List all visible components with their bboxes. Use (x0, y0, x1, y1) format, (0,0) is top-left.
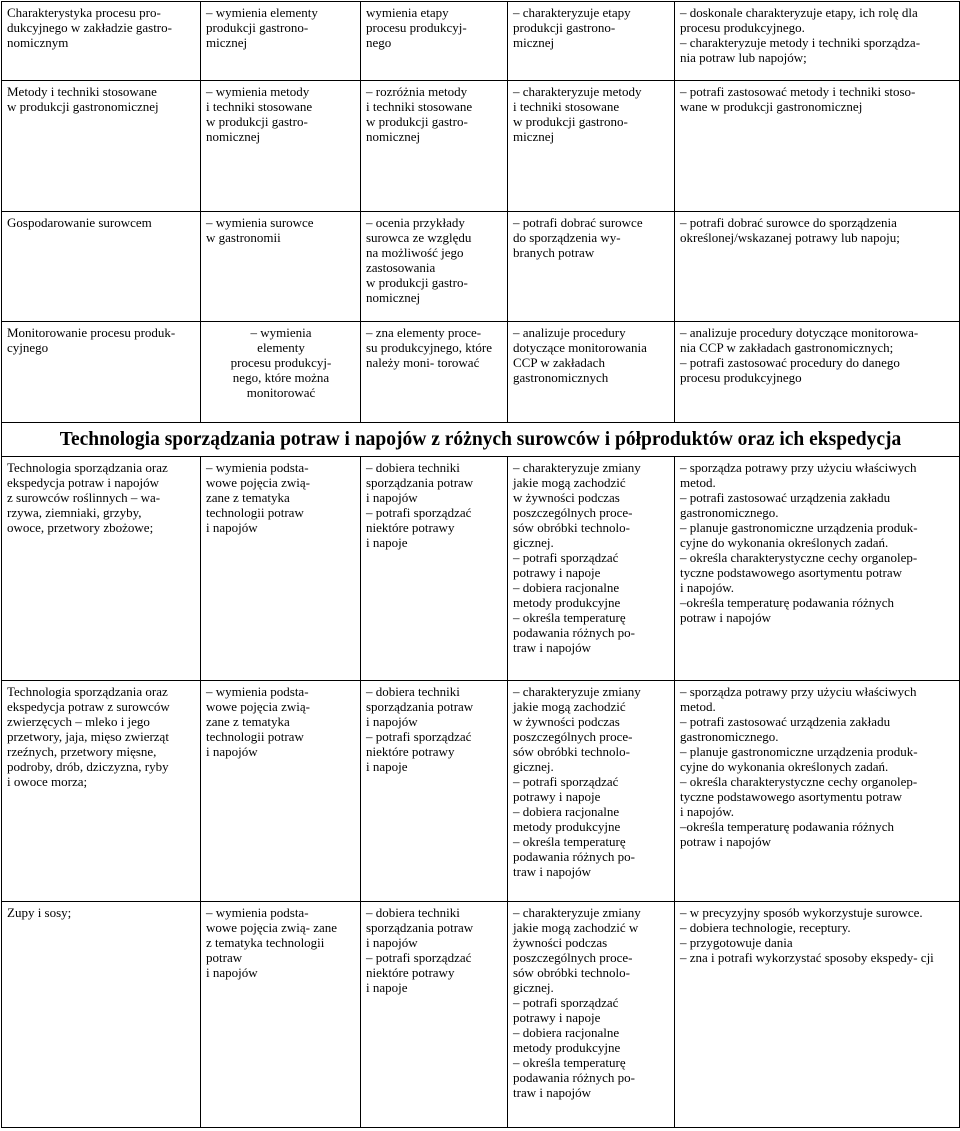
cell-line: Zupy i sosy; (7, 905, 72, 920)
cell-line: z surowców roślinnych – wa- (7, 490, 161, 505)
cell-line: dukcyjnego w zakładzie gastro- (7, 20, 172, 35)
cell-line: – potrafi zastosować urządzenia zakładu (680, 714, 891, 729)
cell-line: w produkcji gastro- (206, 114, 308, 129)
cell-level-2 (361, 212, 508, 322)
cell-line: potraw (206, 950, 243, 965)
cell-line: w produkcji gastrono- (513, 114, 628, 129)
cell-line: – przygotowuje dania (680, 935, 793, 950)
cell-line: – wymienia (250, 325, 312, 340)
cell-line: określonej/wskazanej potrawy lub napoju; (680, 230, 900, 245)
cell-line: podawania różnych po- (513, 849, 636, 864)
cell-line: Gospodarowanie surowcem (7, 215, 152, 230)
cell-line: technologii potraw (206, 505, 304, 520)
cell-line: i napojów (206, 744, 258, 759)
cell-line: sporządzania potraw (366, 475, 474, 490)
cell-line: – charakteryzuje metody (513, 84, 642, 99)
cell-line: do sporządzenia wy- (513, 230, 621, 245)
cell-level-1 (201, 457, 361, 681)
cell-line: micznej (513, 129, 555, 144)
table-row (2, 681, 960, 902)
cell-level-3 (508, 322, 675, 423)
cell-line: produkcji gastrono- (513, 20, 616, 35)
cell-level-2 (361, 681, 508, 902)
cell-line: sporządzania potraw (366, 920, 474, 935)
cell-line: owoce, przetwory zbożowe; (7, 520, 154, 535)
cell-line: – zna i potrafi wykorzystać sposoby ekspedy- cji (680, 950, 934, 965)
cell-line: nia CCP w zakładach gastronomicznych; (680, 340, 894, 355)
cell-line: i napojów (366, 490, 418, 505)
cell-line: monitorować (246, 385, 316, 400)
cell-line: surowca ze względu (366, 230, 472, 245)
cell-line: potrawy i napoje (513, 789, 601, 804)
cell-line: metody produkcyjne (513, 819, 621, 834)
cell-topic (2, 212, 201, 322)
cell-line: i napojów (366, 714, 418, 729)
cell-line: w produkcji gastronomicznej (7, 99, 159, 114)
cell-line: niektóre potrawy (366, 744, 455, 759)
cell-level-4 (675, 322, 960, 423)
cell-line: podroby, drób, dziczyzna, ryby (7, 759, 169, 774)
cell-topic (2, 681, 201, 902)
cell-line: – dobiera techniki (366, 460, 460, 475)
cell-line: żywności podczas (513, 935, 608, 950)
table-row (2, 212, 960, 322)
cell-line: gicznej. (513, 759, 554, 774)
cell-line: w żywności podczas (513, 490, 620, 505)
cell-line: podawania różnych po- (513, 625, 636, 640)
cell-level-4 (675, 81, 960, 212)
section-row (2, 423, 960, 457)
cell-line: gastronomicznego. (680, 505, 779, 520)
cell-line: –określa temperaturę podawania różnych (680, 819, 895, 834)
cell-line: w produkcji gastro- (366, 114, 468, 129)
cell-line: produkcji gastrono- (206, 20, 309, 35)
cell-line: – wymienia elementy (206, 5, 318, 20)
cell-line: potrawy i napoje (513, 1010, 601, 1025)
cell-line: branych potraw (513, 245, 595, 260)
cell-line: traw i napojów (513, 1085, 591, 1100)
cell-line: – potrafi sporządzać (366, 505, 472, 520)
cell-line: – charakteryzuje etapy (513, 5, 631, 20)
cell-line: zane z tematyka (206, 714, 290, 729)
cell-line: Charakterystyka procesu pro- (7, 5, 161, 20)
cell-line: – analizuje procedury dotyczące monitorowa- (680, 325, 919, 340)
cell-line: – planuje gastronomiczne urządzenia produk- (680, 744, 918, 759)
cell-line: procesu produkcyj- (366, 20, 467, 35)
cell-level-3 (508, 212, 675, 322)
table-row (2, 457, 960, 681)
cell-level-2 (361, 81, 508, 212)
cell-line: gastronomicznych (513, 370, 609, 385)
cell-line: i napoje (366, 535, 408, 550)
cell-line: w gastronomii (206, 230, 281, 245)
cell-level-1 (201, 81, 361, 212)
section-title: Technologia sporządzania potraw i napojów z różnych surowców i półproduktów oraz ich ekspedycja (2, 423, 960, 457)
cell-topic (2, 81, 201, 212)
cell-line: – sporządza potrawy przy użyciu właściwych (680, 684, 917, 699)
cell-level-3 (508, 681, 675, 902)
cell-line: na możliwość jego (366, 245, 464, 260)
table-row (2, 2, 960, 81)
cell-line: – potrafi sporządzać (513, 995, 619, 1010)
cell-line: i napojów (366, 935, 418, 950)
cell-line: – dobiera technologie, receptury. (680, 920, 851, 935)
cell-line: – potrafi zastosować procedury do danego (680, 355, 900, 370)
cell-line: wymienia etapy (366, 5, 449, 20)
cell-line: potraw i napojów (680, 834, 771, 849)
cell-line: – dobiera racjonalne (513, 580, 620, 595)
cell-level-4 (675, 902, 960, 1128)
cell-line: – określa temperaturę (513, 834, 626, 849)
cell-line: tyczne podstawowego asortymentu potraw (680, 565, 903, 580)
cell-level-4 (675, 457, 960, 681)
cell-line: nomicznej (206, 129, 261, 144)
cell-line: gastronomicznego. (680, 729, 779, 744)
cell-line: ekspedycja potraw i napojów (7, 475, 159, 490)
cell-line: – w precyzyjny sposób wykorzystuje surowce. (680, 905, 923, 920)
cell-line: wowe pojęcia zwią- (206, 475, 310, 490)
cell-line: potraw i napojów (680, 610, 771, 625)
cell-line: i napoje (366, 980, 408, 995)
cell-line: – potrafi zastosować metody i techniki stoso- (680, 84, 916, 99)
cell-line: – rozróżnia metody (366, 84, 468, 99)
cell-line: – wymienia podsta- (206, 684, 309, 699)
cell-level-4 (675, 212, 960, 322)
cell-line: – charakteryzuje zmiany (513, 684, 641, 699)
cell-line: tyczne podstawowego asortymentu potraw (680, 789, 903, 804)
cell-line: – zna elementy proce- (366, 325, 482, 340)
cell-line: – potrafi sporządzać (513, 550, 619, 565)
cell-line: – dobiera racjonalne (513, 804, 620, 819)
cell-line: Technologia sporządzania oraz (7, 460, 168, 475)
cell-line: zastosowania (366, 260, 436, 275)
cell-line: – wymienia metody (206, 84, 310, 99)
cell-line: nego (366, 35, 392, 50)
cell-line: zwierzęcych – mleko i jego (7, 714, 150, 729)
cell-line: nomicznym (7, 35, 69, 50)
cell-line: gicznej. (513, 980, 554, 995)
cell-level-1 (201, 322, 361, 423)
cell-line: nomicznej (366, 129, 421, 144)
cell-line: niektóre potrawy (366, 965, 455, 980)
cell-level-4 (675, 681, 960, 902)
table-row (2, 902, 960, 1128)
cell-level-4 (675, 2, 960, 81)
cell-line: sów obróbki technolo- (513, 520, 630, 535)
cell-line: metod. (680, 699, 716, 714)
table-row (2, 81, 960, 212)
cell-line: – charakteryzuje zmiany (513, 905, 641, 920)
cell-line: – sporządza potrawy przy użyciu właściwych (680, 460, 917, 475)
cell-line: potrawy i napoje (513, 565, 601, 580)
cell-line: podawania różnych po- (513, 1070, 636, 1085)
cell-line: CCP w zakładach (513, 355, 605, 370)
cell-line: – charakteryzuje metody i techniki sporządza- (680, 35, 921, 50)
cell-line: jakie mogą zachodzić (513, 699, 626, 714)
cell-line: w żywności podczas (513, 714, 620, 729)
cell-level-3 (508, 81, 675, 212)
cell-line: – potrafi sporządzać (513, 774, 619, 789)
cell-line: sporządzania potraw (366, 699, 474, 714)
cell-line: i napojów. (680, 580, 735, 595)
cell-topic (2, 322, 201, 423)
cell-line: i techniki stosowane (513, 99, 620, 114)
cell-line: procesu produkcyjnego. (680, 20, 805, 35)
cell-line: ekspedycja potraw z surowców (7, 699, 170, 714)
cell-line: w produkcji gastro- (366, 275, 468, 290)
cell-line: – charakteryzuje zmiany (513, 460, 641, 475)
cell-line: – określa charakterystyczne cechy organolep- (680, 774, 918, 789)
cell-line: Technologia sporządzania oraz (7, 684, 168, 699)
cell-line: i napoje (366, 759, 408, 774)
cell-line: i napojów (206, 520, 258, 535)
cell-level-3 (508, 902, 675, 1128)
cell-line: poszczególnych proce- (513, 505, 633, 520)
cell-line: nia potraw lub napojów; (680, 50, 807, 65)
cell-line: należy moni- torować (366, 355, 480, 370)
cell-line: sów obróbki technolo- (513, 744, 630, 759)
cell-level-2 (361, 2, 508, 81)
cell-line: elementy (257, 340, 305, 355)
cell-level-2 (361, 322, 508, 423)
cell-line: cyjne do wykonania określonych zadań. (680, 759, 889, 774)
cell-level-2 (361, 902, 508, 1128)
cell-topic (2, 457, 201, 681)
cell-line: i napojów. (680, 804, 735, 819)
cell-line: – dobiera techniki (366, 905, 460, 920)
cell-level-1 (201, 212, 361, 322)
cell-line: nomicznej (366, 290, 421, 305)
cell-level-3 (508, 2, 675, 81)
cell-line: – wymienia podsta- (206, 460, 309, 475)
cell-line: wowe pojęcia zwią- zane (206, 920, 338, 935)
cell-line: – potrafi dobrać surowce do sporządzenia (680, 215, 897, 230)
cell-line: i napojów (206, 965, 258, 980)
cell-line: traw i napojów (513, 864, 591, 879)
cell-level-1 (201, 902, 361, 1128)
cell-line: cyjnego (7, 340, 49, 355)
requirements-table (1, 1, 960, 1128)
cell-line: micznej (513, 35, 555, 50)
cell-line: – potrafi sporządzać (366, 950, 472, 965)
cell-line: dotyczące monitorowania (513, 340, 647, 355)
cell-level-2 (361, 457, 508, 681)
cell-line: – potrafi sporządzać (366, 729, 472, 744)
cell-line: traw i napojów (513, 640, 591, 655)
cell-line: procesu produkcyjnego (680, 370, 802, 385)
cell-line: – doskonale charakteryzuje etapy, ich rolę dla (680, 5, 918, 20)
cell-line: – analizuje procedury (513, 325, 626, 340)
cell-line: rzeźnych, przetwory mięsne, (7, 744, 157, 759)
cell-topic (2, 902, 201, 1128)
cell-line: cyjne do wykonania określonych zadań. (680, 535, 889, 550)
cell-line: metod. (680, 475, 716, 490)
cell-line: i techniki stosowane (206, 99, 313, 114)
cell-level-1 (201, 2, 361, 81)
cell-line: – określa temperaturę (513, 1055, 626, 1070)
cell-line: z tematyka technologii (206, 935, 325, 950)
cell-line: i owoce morza; (7, 774, 88, 789)
cell-line: metody produkcyjne (513, 595, 621, 610)
cell-line: jakie mogą zachodzić w (513, 920, 639, 935)
cell-line: su produkcyjnego, które (366, 340, 493, 355)
cell-line: metody produkcyjne (513, 1040, 621, 1055)
cell-topic (2, 2, 201, 81)
cell-line: – wymienia podsta- (206, 905, 309, 920)
cell-line: sów obróbki technolo- (513, 965, 630, 980)
cell-line: – dobiera techniki (366, 684, 460, 699)
cell-line: rzywa, ziemniaki, grzyby, (7, 505, 142, 520)
cell-line: wane w produkcji gastronomicznej (680, 99, 863, 114)
cell-line: nego, które można (232, 370, 330, 385)
cell-line: – dobiera racjonalne (513, 1025, 620, 1040)
cell-line: poszczególnych proce- (513, 950, 633, 965)
cell-line: jakie mogą zachodzić (513, 475, 626, 490)
cell-line: zane z tematyka (206, 490, 290, 505)
cell-line: – ocenia przykłady (366, 215, 465, 230)
cell-line: – wymienia surowce (206, 215, 314, 230)
cell-line: niektóre potrawy (366, 520, 455, 535)
cell-line: wowe pojęcia zwią- (206, 699, 310, 714)
cell-line: – planuje gastronomiczne urządzenia produk- (680, 520, 918, 535)
cell-line: –określa temperaturę podawania różnych (680, 595, 895, 610)
cell-line: Metody i techniki stosowane (7, 84, 157, 99)
cell-line: – określa charakterystyczne cechy organolep- (680, 550, 918, 565)
cell-line: – potrafi dobrać surowce (513, 215, 643, 230)
cell-level-1 (201, 681, 361, 902)
cell-line: technologii potraw (206, 729, 304, 744)
cell-line: micznej (206, 35, 248, 50)
cell-line: gicznej. (513, 535, 554, 550)
cell-line: i techniki stosowane (366, 99, 473, 114)
cell-line: – potrafi zastosować urządzenia zakładu (680, 490, 891, 505)
cell-line: – określa temperaturę (513, 610, 626, 625)
cell-line: przetwory, jaja, mięso zwierząt (7, 729, 169, 744)
table-row (2, 322, 960, 423)
cell-level-3 (508, 457, 675, 681)
cell-line: procesu produkcyj- (230, 355, 332, 370)
cell-line: poszczególnych proce- (513, 729, 633, 744)
cell-line: Monitorowanie procesu produk- (7, 325, 176, 340)
